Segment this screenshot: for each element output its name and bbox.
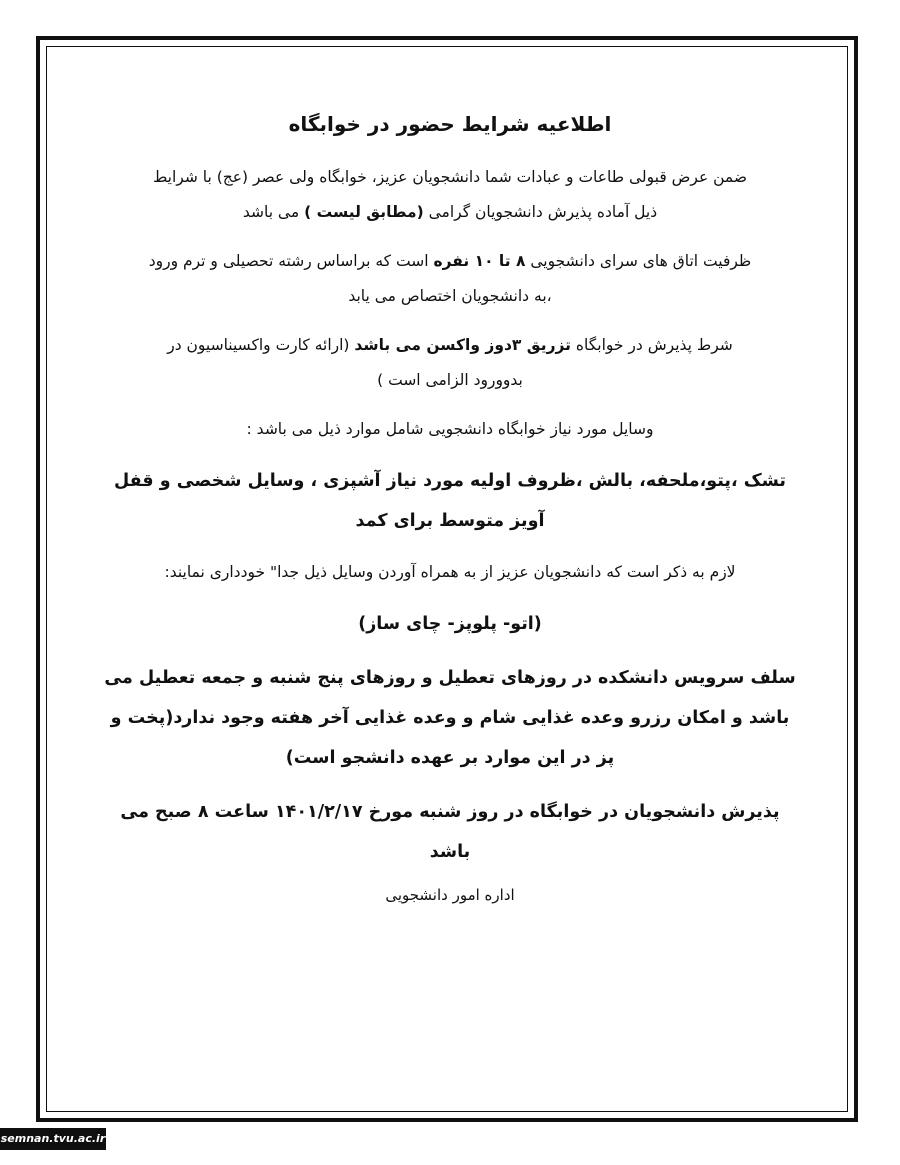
notice-title: اطلاعیه شرایط حضور در خوابگاه bbox=[288, 112, 612, 136]
items-line-2: آویز متوسط برای کمد bbox=[355, 511, 545, 531]
intro-line-1: ضمن عرض قبولی طاعات و عبادات شما دانشجویان عزیز، خوابگاه ولی عصر (عج) با شرایط bbox=[152, 168, 748, 186]
intro-line-2-bold: (مطابق لیست ) bbox=[304, 203, 424, 221]
signature: اداره امور دانشجویی bbox=[385, 886, 515, 904]
forbidden-items: (اتو- پلوپز- چای ساز) bbox=[358, 614, 542, 634]
intro-line-2-post: می باشد bbox=[242, 203, 305, 221]
intro-paragraph bbox=[100, 160, 800, 230]
capacity-post: است که براساس رشته تحصیلی و ترم ورود bbox=[148, 252, 434, 270]
cafeteria-paragraph bbox=[100, 658, 800, 778]
items-intro: وسایل مورد نیاز خوابگاه دانشجویی شامل موارد ذیل می باشد : bbox=[246, 420, 654, 438]
notice-body bbox=[100, 108, 800, 904]
intro-line-2 bbox=[100, 195, 800, 230]
capacity-pre: ظرفیت اتاق های سرای دانشجویی bbox=[525, 252, 752, 270]
capacity-paragraph bbox=[100, 244, 800, 314]
vaccine-bold: تزریق ۳دوز واکسن می باشد bbox=[354, 336, 571, 354]
capacity-line-2: ،به دانشجویان اختصاص می یابد bbox=[348, 287, 552, 305]
forbidden-intro: لازم به ذکر است که دانشجویان عزیز از به همراه آوردن وسایل ذیل جدا" خودداری نمایند: bbox=[164, 563, 736, 581]
cafeteria-line-1: سلف سرویس دانشکده در روزهای تعطیل و روزهای پنج شنبه و جمعه تعطیل می bbox=[104, 668, 796, 688]
intro-line-2-pre: ذیل آماده پذیرش دانشجویان گرامی bbox=[423, 203, 658, 221]
items-list bbox=[100, 461, 800, 541]
items-line-1: تشک ،پتو،ملحفه، بالش ،ظروف اولیه مورد نیاز آشپزی ، وسایل شخصی و قفل bbox=[113, 471, 787, 491]
capacity-bold: ۸ تا ۱۰ نفره bbox=[433, 252, 526, 270]
site-watermark: semnan.tvu.ac.ir bbox=[0, 1128, 106, 1150]
vaccine-line-2: بدوورود الزامی است ) bbox=[377, 371, 523, 389]
vaccine-paragraph bbox=[100, 328, 800, 398]
admission-date: پذیرش دانشجویان در خوابگاه در روز شنبه مورخ ۱۴۰۱/۲/۱۷ ساعت ۸ صبح می باشد bbox=[120, 802, 780, 862]
vaccine-post: (ارائه کارت واکسیناسیون در bbox=[167, 336, 355, 354]
vaccine-pre: شرط پذیرش در خوابگاه bbox=[570, 336, 733, 354]
vaccine-line-1 bbox=[100, 328, 800, 363]
capacity-line-1 bbox=[100, 244, 800, 279]
cafeteria-line-3: پز در این موارد بر عهده دانشجو است) bbox=[285, 748, 615, 768]
cafeteria-line-2: باشد و امکان رزرو وعده غذایی شام و وعده غذایی آخر هفته وجود ندارد(پخت و bbox=[110, 708, 790, 728]
